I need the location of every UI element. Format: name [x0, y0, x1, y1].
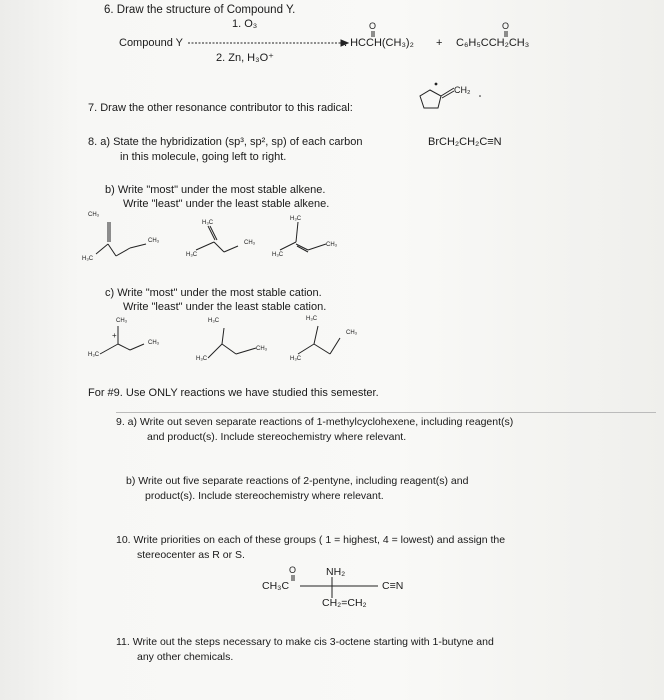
q10-group-acetyl: CH₃C — [262, 580, 290, 592]
q8b-alkene-2-h3c-top: H₃C — [202, 220, 214, 226]
q11-line-2: any other chemicals. — [137, 651, 234, 663]
q8c-cation-2-h3c-bottom: H₃C — [196, 356, 208, 362]
q8a-formula: BrCH₂CH₂C≡N — [428, 136, 502, 148]
q8b-alkene-1-h3c: H₃C — [82, 256, 94, 262]
q10-group-vinyl: CH₂=CH₂ — [322, 597, 367, 609]
q8c-line-2: Write "least" under the least stable cation. — [123, 301, 327, 313]
q10-group-nh2: NH₂ — [326, 566, 346, 578]
q9a-line-1: 9. a) Write out seven separate reactions of 1-methylcyclohexene, including reagent(s) — [116, 416, 514, 428]
q8c-cation-1-h3c: H₃C — [88, 352, 100, 358]
q8b-line-2: Write "least" under the least stable alkene. — [123, 198, 330, 210]
q8c-line-1: c) Write "most" under the most stable cation. — [105, 287, 322, 299]
q6-reaction-arrow — [188, 40, 348, 46]
q9b-line-2: product(s). Include stereochemistry where relevant. — [145, 490, 384, 502]
svg-text:+: + — [112, 331, 117, 340]
q7-text: 7. Draw the other resonance contributor to this radical: — [88, 102, 353, 114]
q6-product-1: . HCCH(CH₃)₂ — [344, 37, 414, 49]
q8c-cation-1-ch3-top: CH₃ — [116, 318, 128, 324]
q8b-alkene-1-ch3-right: CH₃ — [148, 238, 160, 244]
q8b-alkene-1-ch3-top: CH₃ — [88, 212, 100, 218]
q7-ch2-label: CH₂ — [454, 85, 471, 95]
q6-compound-label: Compound Y — [119, 37, 184, 49]
q9a-line-2: and product(s). Include stereochemistry where relevant. — [147, 431, 407, 443]
q9b-line-1: b) Write out five separate reactions of 2-pentyne, including reagent(s) and — [126, 475, 469, 487]
q6-title: 6. Draw the structure of Compound Y. — [104, 4, 296, 16]
q8b-alkene-3-ch3: CH₃ — [326, 242, 338, 248]
q8c-cation-2-ch3: CH₃ — [256, 346, 268, 352]
q10-group-cn: C≡N — [382, 580, 404, 592]
q10-line-1: 10. Write priorities on each of these groups ( 1 = highest, 4 = lowest) and assign the — [116, 534, 506, 546]
q8a-line-1: 8. a) State the hybridization (sp³, sp², sp) of each carbon — [88, 136, 363, 148]
q9-divider — [116, 412, 656, 413]
svg-text:O: O — [369, 21, 377, 31]
q8b-alkene-2-ch3: CH₃ — [244, 240, 256, 246]
q10-line-2: stereocenter as R or S. — [137, 549, 245, 561]
q8a-line-2: in this molecule, going left to right. — [120, 151, 287, 163]
q9-header: For #9. Use ONLY reactions we have studied this semester. — [88, 387, 379, 399]
q8c-cation-3-ch3: CH₃ — [346, 330, 358, 336]
q8c-cation-3-h3c-bottom: H₃C — [290, 356, 302, 362]
q6-carbonyl-o-2 — [501, 22, 511, 38]
svg-text:O: O — [502, 21, 510, 31]
q8c-cation-2-h3c-top: H₃C — [208, 318, 220, 324]
q8c-cation-1-ch3-right: CH₃ — [148, 340, 160, 346]
q6-reagent-2: 2. Zn, H₃O⁺ — [216, 52, 274, 64]
svg-text:O: O — [289, 565, 297, 575]
q8c-cation-structures — [86, 314, 376, 370]
q11-line-1: 11. Write out the steps necessary to make cis 3-octene starting with 1-butyne and — [116, 636, 494, 648]
q6-reagent-1: 1. O₃ — [232, 18, 258, 30]
q8c-cation-3-h3c-top: H₃C — [306, 316, 318, 322]
q6-plus: + — [436, 37, 443, 49]
q6-carbonyl-o-1 — [368, 22, 378, 38]
q8b-alkene-3-h3c-top: H₃C — [290, 216, 302, 222]
q6-product-2: C₆H₅CCH₂CH₃ — [456, 37, 530, 49]
q8b-alkene-structures — [86, 212, 346, 272]
q8b-alkene-2-h3c-bottom: H₃C — [186, 252, 198, 258]
q8b-line-1: b) Write "most" under the most stable alkene. — [105, 184, 326, 196]
q8b-alkene-3-h3c-bottom: H₃C — [272, 252, 284, 258]
